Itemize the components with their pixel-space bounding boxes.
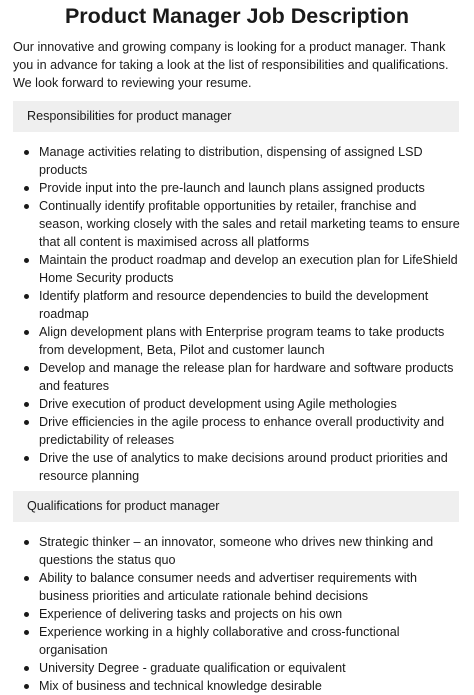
- list-item: [24, 623, 460, 659]
- list-item-text: Drive efficiencies in the agile process to enhance overall productivity and predictability of releases: [39, 415, 445, 447]
- qualifications-list: [24, 533, 460, 695]
- responsibilities-heading: Responsibilities for product manager: [13, 101, 459, 132]
- list-item: [24, 197, 460, 251]
- list-item-text: Experience working in a highly collaborative and cross-functional organisation: [39, 625, 400, 657]
- list-item: [24, 569, 460, 605]
- list-item: [24, 323, 460, 359]
- list-item: [24, 533, 460, 569]
- qualifications-heading: Qualifications for product manager: [13, 491, 459, 522]
- list-item-text: Experience of delivering tasks and projects on his own: [39, 607, 343, 621]
- bullet-icon: [24, 330, 29, 335]
- page-title: Product Manager Job Description: [64, 4, 410, 28]
- list-item: [24, 413, 460, 449]
- list-item-text: Maintain the product roadmap and develop an execution plan for LifeShield Home Security products: [39, 253, 458, 285]
- bullet-icon: [24, 402, 29, 407]
- bullet-icon: [24, 540, 29, 545]
- responsibilities-list: [24, 143, 460, 485]
- list-item-text: Mix of business and technical knowledge desirable: [39, 679, 322, 693]
- list-item: [24, 395, 460, 413]
- bullet-icon: [24, 420, 29, 425]
- list-item: [24, 449, 460, 485]
- list-item-text: Drive the use of analytics to make decisions around product priorities and resource planning: [39, 451, 448, 483]
- list-item-text: Ability to balance consumer needs and advertiser requirements with business priorities and articulate rationale behind decisions: [39, 571, 418, 603]
- bullet-icon: [24, 612, 29, 617]
- intro-paragraph: Our innovative and growing company is looking for a product manager. Thank you in advance for taking a look at the list of responsibilities and qualifications. We look forward to reviewing your resume.: [13, 40, 449, 90]
- list-item-text: University Degree - graduate qualification or equivalent: [39, 661, 346, 675]
- list-item: [24, 179, 460, 197]
- list-item: [24, 605, 460, 623]
- list-item: [24, 143, 460, 179]
- bullet-icon: [24, 576, 29, 581]
- list-item-text: Strategic thinker – an innovator, someone who drives new thinking and questions the status quo: [39, 535, 434, 567]
- bullet-icon: [24, 630, 29, 635]
- bullet-icon: [24, 684, 29, 689]
- list-item-text: Continually identify profitable opportunities by retailer, franchise and season, working closely with the sales and retail marketing teams to ensure that all content is maximised across all platforms: [39, 199, 460, 249]
- list-item: [24, 677, 460, 695]
- list-item-text: Provide input into the pre-launch and launch plans assigned products: [39, 181, 425, 195]
- list-item: [24, 359, 460, 395]
- bullet-icon: [24, 150, 29, 155]
- list-item-text: Align development plans with Enterprise program teams to take products from development, Beta, Pilot and customer launch: [39, 325, 445, 357]
- bullet-icon: [24, 456, 29, 461]
- list-item: [24, 287, 460, 323]
- bullet-icon: [24, 666, 29, 671]
- list-item: [24, 659, 460, 677]
- list-item-text: Identify platform and resource dependencies to build the development roadmap: [39, 289, 429, 321]
- bullet-icon: [24, 204, 29, 209]
- list-item-text: Develop and manage the release plan for hardware and software products and features: [39, 361, 454, 393]
- bullet-icon: [24, 258, 29, 263]
- bullet-icon: [24, 186, 29, 191]
- list-item-text: Drive execution of product development using Agile methologies: [39, 397, 397, 411]
- bullet-icon: [24, 366, 29, 371]
- list-item: [24, 251, 460, 287]
- list-item-text: Manage activities relating to distribution, dispensing of assigned LSD products: [39, 145, 423, 177]
- bullet-icon: [24, 294, 29, 299]
